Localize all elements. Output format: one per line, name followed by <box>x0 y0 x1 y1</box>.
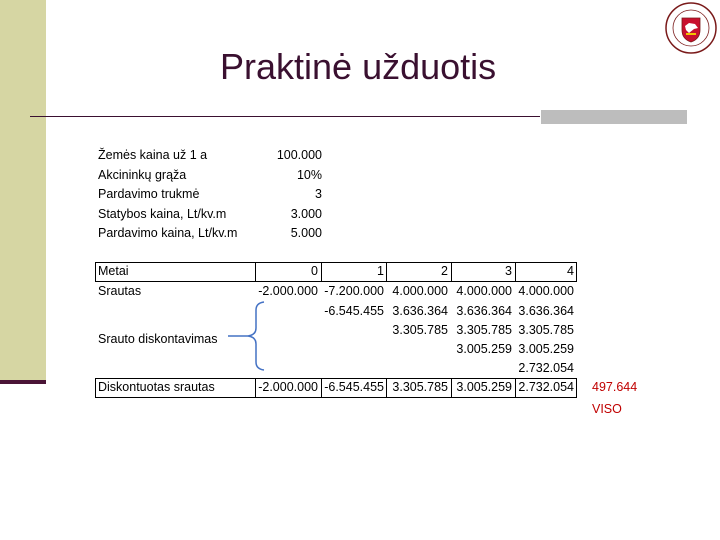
table-row-label: Srauto diskontavimas <box>98 332 218 346</box>
table-column-divider <box>255 378 256 398</box>
table-row-label: Srautas <box>98 284 142 298</box>
parameter-value: 100.000 <box>276 148 322 162</box>
flow-cell: -7.200.000 <box>324 284 384 298</box>
discounted-cell: 2.732.054 <box>518 380 574 394</box>
parameter-label: Pardavimo kaina, Lt/kv.m <box>98 226 238 240</box>
table-column-divider <box>451 262 452 282</box>
parameter-label: Statybos kaina, Lt/kv.m <box>98 206 227 221</box>
bracket-icon <box>226 300 266 372</box>
npv-total-label: VISO <box>592 402 622 416</box>
npv-total-value: 497.644 <box>592 380 638 394</box>
table-column-divider <box>386 378 387 398</box>
discounted-cell: 3.005.259 <box>456 380 512 394</box>
discount-cell: 3.636.364 <box>518 304 574 318</box>
table-column-divider <box>321 262 322 282</box>
discounted-cell: 3.305.785 <box>392 380 448 394</box>
parameter-value: 5.000 <box>290 226 322 240</box>
table-row-label: Diskontuotas srautas <box>98 380 215 394</box>
parameter-label: Žemės kaina už 1 a <box>98 148 208 162</box>
parameter-label: Pardavimo trukmė <box>98 187 200 201</box>
parameter-value: 3.000 <box>290 206 322 221</box>
table-column-divider <box>321 378 322 398</box>
discounted-cell: -6.545.455 <box>324 380 384 394</box>
discounted-cell: -2.000.000 <box>258 380 318 394</box>
discount-cell: 3.636.364 <box>456 304 512 318</box>
discount-cell: 2.732.054 <box>518 361 574 375</box>
year-header-cell: 0 <box>311 264 318 278</box>
table-column-divider <box>515 378 516 398</box>
parameter-value: 10% <box>296 167 322 182</box>
discount-cell: 3.636.364 <box>392 304 448 318</box>
discount-cell: 3.005.259 <box>456 342 512 356</box>
table-column-divider <box>451 378 452 398</box>
table-header-label: Metai <box>98 264 129 278</box>
flow-cell: -2.000.000 <box>258 284 318 298</box>
discount-cell: 3.305.785 <box>456 323 512 337</box>
slide-title: Praktinė užduotis <box>220 46 497 87</box>
table-column-divider <box>515 262 516 282</box>
parameter-value: 3 <box>315 187 322 201</box>
year-header-cell: 4 <box>567 264 574 278</box>
table-column-divider <box>255 262 256 282</box>
discount-cell: 3.005.259 <box>518 342 574 356</box>
discount-cell: 3.305.785 <box>392 323 448 337</box>
table-column-divider <box>386 262 387 282</box>
discount-cell: 3.305.785 <box>518 323 574 337</box>
year-header-cell: 2 <box>441 264 448 278</box>
parameter-label: Akcininkų grąža <box>98 167 187 182</box>
discount-cell: -6.545.455 <box>324 304 384 318</box>
flow-cell: 4.000.000 <box>392 284 448 298</box>
flow-cell: 4.000.000 <box>518 284 574 298</box>
year-header-cell: 1 <box>377 264 384 278</box>
year-header-cell: 3 <box>505 264 512 278</box>
flow-cell: 4.000.000 <box>456 284 512 298</box>
